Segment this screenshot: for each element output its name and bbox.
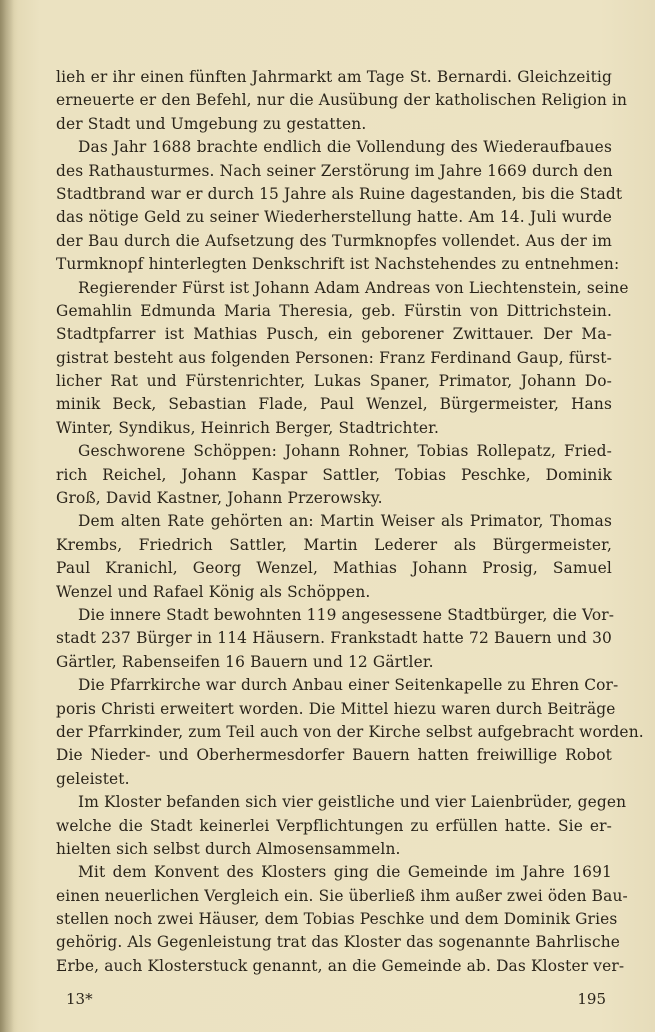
text-line: licher Rat und Fürstenrichter, Lukas Spaner, Primator, Johann Do- (56, 372, 612, 391)
text-line: poris Christi erweitert worden. Die Mittel hiezu waren durch Beiträge (56, 699, 616, 718)
text-line: Regierender Fürst ist Johann Adam Andreas von Liechtenstein, seine (78, 278, 629, 297)
text-line: Wenzel und Rafael König als Schöppen. (56, 582, 371, 601)
text-line: der Stadt und Umgebung zu gestatten. (56, 114, 367, 133)
body-text (56, 66, 644, 978)
text-line: Das Jahr 1688 brachte endlich die Vollendung des Wiederaufbaues (78, 138, 612, 157)
text-line: gehörig. Als Gegenleistung trat das Kloster das sogenannte Bahrlische (56, 933, 621, 952)
text-line: stellen noch zwei Häuser, dem Tobias Peschke und dem Dominik Gries (56, 910, 618, 929)
text-line: Paul Kranichl, Georg Wenzel, Mathias Johann Prosig, Samuel (56, 559, 612, 578)
text-line: Gemahlin Edmunda Maria Theresia, geb. Fürstin von Dittrichstein. (56, 301, 612, 320)
page-number: 195 (577, 990, 606, 1008)
text-line: Die innere Stadt bewohnten 119 angesessene Stadtbürger, die Vor- (78, 605, 615, 624)
text-line: Winter, Syndikus, Heinrich Berger, Stadtrichter. (56, 418, 440, 437)
text-line: lieh er ihr einen fünften Jahrmarkt am Tage St. Bernardi. Gleichzeitig (56, 68, 612, 86)
page-footer (56, 990, 612, 1014)
text-line: der Pfarrkinder, zum Teil auch von der Kirche selbst aufgebracht worden. (56, 722, 644, 741)
text-line: Erbe, auch Klosterstuck genannt, an die Gemeinde ab. Das Kloster ver- (56, 956, 625, 975)
text-line: einen neuerlichen Vergleich ein. Sie überließ ihm außer zwei öden Bau- (56, 886, 628, 905)
text-line: rich Reichel, Johann Kaspar Sattler, Tobias Peschke, Dominik (56, 465, 612, 484)
text-line: Im Kloster befanden sich vier geistliche und vier Laienbrüder, gegen (78, 793, 627, 812)
signature-mark: 13* (66, 990, 93, 1008)
text-line: Dem alten Rate gehörten an: Martin Weiser als Primator, Thomas (78, 512, 612, 531)
text-line: geleistet. (56, 769, 130, 788)
text-line: hielten sich selbst durch Almosensammeln. (56, 839, 401, 858)
text-line: minik Beck, Sebastian Flade, Paul Wenzel, Bürgermeister, Hans (56, 395, 612, 414)
text-line: gistrat besteht aus folgenden Personen: Franz Ferdinand Gaup, fürst- (56, 348, 612, 367)
text-line: Stadtpfarrer ist Mathias Pusch, ein geborener Zwittauer. Der Ma- (56, 325, 612, 344)
text-line: Gärtler, Rabenseifen 16 Bauern und 12 Gärtler. (56, 652, 434, 671)
text-line: Die Pfarrkirche war durch Anbau einer Seitenkapelle zu Ehren Cor- (78, 676, 619, 695)
text-line: das nötige Geld zu seiner Wiederherstellung hatte. Am 14. Juli wurde (56, 208, 612, 227)
text-line: Geschworene Schöppen: Johann Rohner, Tobias Rollepatz, Fried- (78, 442, 612, 461)
text-line: Krembs, Friedrich Sattler, Martin Lederer als Bürgermeister, (56, 535, 612, 554)
text-line: stadt 237 Bürger in 114 Häusern. Frankstadt hatte 72 Bauern und 30 (56, 629, 612, 648)
gutter-shadow (0, 0, 14, 1032)
text-line: Mit dem Konvent des Klosters ging die Gemeinde im Jahre 1691 (78, 863, 612, 882)
text-line: Die Nieder- und Oberhermesdorfer Bauern hatten freiwillige Robot (56, 746, 612, 765)
text-line: Stadtbrand war er durch 15 Jahre als Ruine dagestanden, bis die Stadt (56, 184, 623, 203)
text-line: der Bau durch die Aufsetzung des Turmknopfes vollendet. Aus der im (56, 231, 612, 250)
text-line: Turmknopf hinterlegten Denkschrift ist Nachstehendes zu entnehmen: (56, 255, 620, 274)
text-line: erneuerte er den Befehl, nur die Ausübung der katholischen Religion in (56, 91, 628, 110)
text-line: Groß, David Kastner, Johann Przerowsky. (56, 489, 383, 508)
text-line: welche die Stadt keinerlei Verpflichtungen zu erfüllen hatte. Sie er- (56, 816, 612, 835)
text-line: des Rathausturmes. Nach seiner Zerstörung im Jahre 1669 durch den (56, 161, 613, 180)
